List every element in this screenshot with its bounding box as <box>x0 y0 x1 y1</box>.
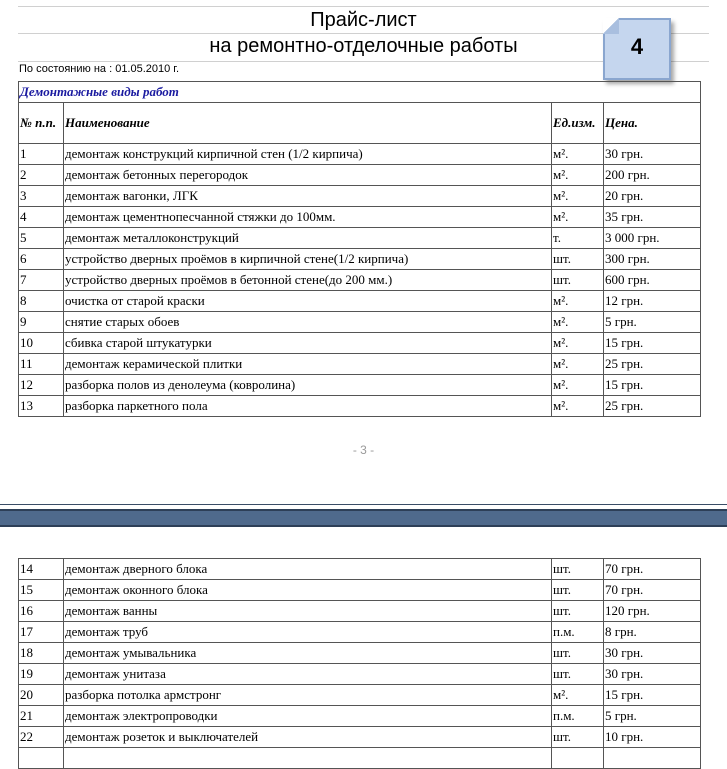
row-price: 30 грн. <box>604 643 701 664</box>
badge-number: 4 <box>630 34 644 59</box>
row-price: 3 000 грн. <box>604 228 701 249</box>
row-price: 300 грн. <box>604 249 701 270</box>
row-unit: м². <box>552 186 604 207</box>
row-price: 200 грн. <box>604 165 701 186</box>
header-unit: Ед.изм. <box>552 103 604 144</box>
row-price: 70 грн. <box>604 559 701 580</box>
row-price: 25 грн. <box>604 354 701 375</box>
row-name: демонтаж оконного блока <box>64 580 552 601</box>
row-number: 21 <box>19 706 64 727</box>
folded-corner-icon <box>603 18 619 34</box>
table-row <box>19 727 701 748</box>
row-number: 22 <box>19 727 64 748</box>
row-name: сбивка старой штукатурки <box>64 333 552 354</box>
row-name: демонтаж бетонных перегородок <box>64 165 552 186</box>
row-number: 5 <box>19 228 64 249</box>
table-row <box>19 333 701 354</box>
table-row <box>19 396 701 417</box>
table-row <box>19 685 701 706</box>
row-name: разборка паркетного пола <box>64 396 552 417</box>
row-unit: м². <box>552 312 604 333</box>
row-name: разборка потолка армстронг <box>64 685 552 706</box>
page-separator-line <box>0 504 727 505</box>
row-unit: м². <box>552 291 604 312</box>
table-row <box>19 228 701 249</box>
page-separator <box>0 509 727 527</box>
row-unit: шт. <box>552 270 604 291</box>
row-name: демонтаж конструкций кирпичной стен (1/2 кирпича) <box>64 144 552 165</box>
row-number: 10 <box>19 333 64 354</box>
row-name: демонтаж умывальника <box>64 643 552 664</box>
row-price: 70 грн. <box>604 580 701 601</box>
table-row <box>19 375 701 396</box>
table-row <box>19 270 701 291</box>
row-price: 35 грн. <box>604 207 701 228</box>
row-number: 7 <box>19 270 64 291</box>
table-row <box>19 291 701 312</box>
row-number: 15 <box>19 580 64 601</box>
row-name: разборка полов из денолеума (ковролина) <box>64 375 552 396</box>
page-subtitle: на ремонтно-отделочные работы <box>209 35 518 57</box>
row-unit: м². <box>552 685 604 706</box>
table-row <box>19 312 701 333</box>
row-unit: шт. <box>552 643 604 664</box>
row-number: 9 <box>19 312 64 333</box>
table-row <box>19 601 701 622</box>
row-price: 600 грн. <box>604 270 701 291</box>
page-title: Прайс-лист <box>310 9 417 31</box>
row-name: демонтаж розеток и выключателей <box>64 727 552 748</box>
row-price: 10 грн. <box>604 727 701 748</box>
empty-cell <box>552 748 604 769</box>
table-row <box>19 706 701 727</box>
row-number: 20 <box>19 685 64 706</box>
row-unit: м². <box>552 165 604 186</box>
row-number: 14 <box>19 559 64 580</box>
row-unit: п.м. <box>552 706 604 727</box>
row-price: 30 грн. <box>604 144 701 165</box>
row-number: 11 <box>19 354 64 375</box>
row-number: 1 <box>19 144 64 165</box>
row-price: 15 грн. <box>604 375 701 396</box>
table-row <box>19 144 701 165</box>
empty-cell <box>64 748 552 769</box>
row-name: демонтаж цементнопесчанной стяжки до 100мм. <box>64 207 552 228</box>
row-price: 120 грн. <box>604 601 701 622</box>
row-unit: шт. <box>552 580 604 601</box>
row-price: 15 грн. <box>604 685 701 706</box>
row-number: 2 <box>19 165 64 186</box>
row-unit: м². <box>552 375 604 396</box>
row-unit: м². <box>552 144 604 165</box>
row-price: 5 грн. <box>604 312 701 333</box>
row-price: 12 грн. <box>604 291 701 312</box>
table-row <box>19 249 701 270</box>
row-number: 13 <box>19 396 64 417</box>
page-number: - 3 - <box>352 443 375 457</box>
row-name: демонтаж ванны <box>64 601 552 622</box>
table-row <box>19 580 701 601</box>
row-unit: м². <box>552 333 604 354</box>
row-unit: м². <box>552 207 604 228</box>
table-row <box>19 186 701 207</box>
price-table-page1 <box>18 81 701 417</box>
table-row <box>19 207 701 228</box>
row-price: 25 грн. <box>604 396 701 417</box>
section-row <box>19 82 701 103</box>
empty-row <box>19 748 701 769</box>
table-row <box>19 643 701 664</box>
row-number: 18 <box>19 643 64 664</box>
table-row <box>19 664 701 685</box>
row-unit: шт. <box>552 664 604 685</box>
row-price: 20 грн. <box>604 186 701 207</box>
table-header <box>19 103 701 144</box>
row-name: устройство дверных проёмов в бетонной стене(до 200 мм.) <box>64 270 552 291</box>
row-name: устройство дверных проёмов в кирпичной стене(1/2 кирпича) <box>64 249 552 270</box>
table-row <box>19 354 701 375</box>
row-unit: т. <box>552 228 604 249</box>
row-price: 5 грн. <box>604 706 701 727</box>
price-table-page2 <box>18 558 701 769</box>
empty-cell <box>19 748 64 769</box>
header-price: Цена. <box>604 103 701 144</box>
row-price: 15 грн. <box>604 333 701 354</box>
table-row <box>19 622 701 643</box>
section-title: Демонтажные виды работ <box>19 82 701 103</box>
table-row <box>19 559 701 580</box>
table-row <box>19 165 701 186</box>
row-name: демонтаж электропроводки <box>64 706 552 727</box>
row-unit: п.м. <box>552 622 604 643</box>
row-number: 6 <box>19 249 64 270</box>
row-number: 12 <box>19 375 64 396</box>
row-name: демонтаж дверного блока <box>64 559 552 580</box>
empty-cell <box>604 748 701 769</box>
row-unit: шт. <box>552 249 604 270</box>
row-number: 19 <box>19 664 64 685</box>
row-number: 17 <box>19 622 64 643</box>
date-label: По состоянию на : 01.05.2010 г. <box>19 63 180 75</box>
row-unit: шт. <box>552 559 604 580</box>
page-badge <box>603 18 671 80</box>
row-name: снятие старых обоев <box>64 312 552 333</box>
row-name: демонтаж вагонки, ЛГК <box>64 186 552 207</box>
row-number: 3 <box>19 186 64 207</box>
row-name: демонтаж металлоконструкций <box>64 228 552 249</box>
row-name: демонтаж труб <box>64 622 552 643</box>
row-unit: шт. <box>552 601 604 622</box>
row-name: демонтаж унитаза <box>64 664 552 685</box>
row-unit: м². <box>552 354 604 375</box>
row-name: очистка от старой краски <box>64 291 552 312</box>
row-number: 16 <box>19 601 64 622</box>
row-price: 8 грн. <box>604 622 701 643</box>
row-number: 8 <box>19 291 64 312</box>
header-name: Наименование <box>64 103 552 144</box>
row-unit: шт. <box>552 727 604 748</box>
row-name: демонтаж керамической плитки <box>64 354 552 375</box>
row-unit: м². <box>552 396 604 417</box>
header-num: № п.п. <box>19 103 64 144</box>
row-price: 30 грн. <box>604 664 701 685</box>
row-number: 4 <box>19 207 64 228</box>
